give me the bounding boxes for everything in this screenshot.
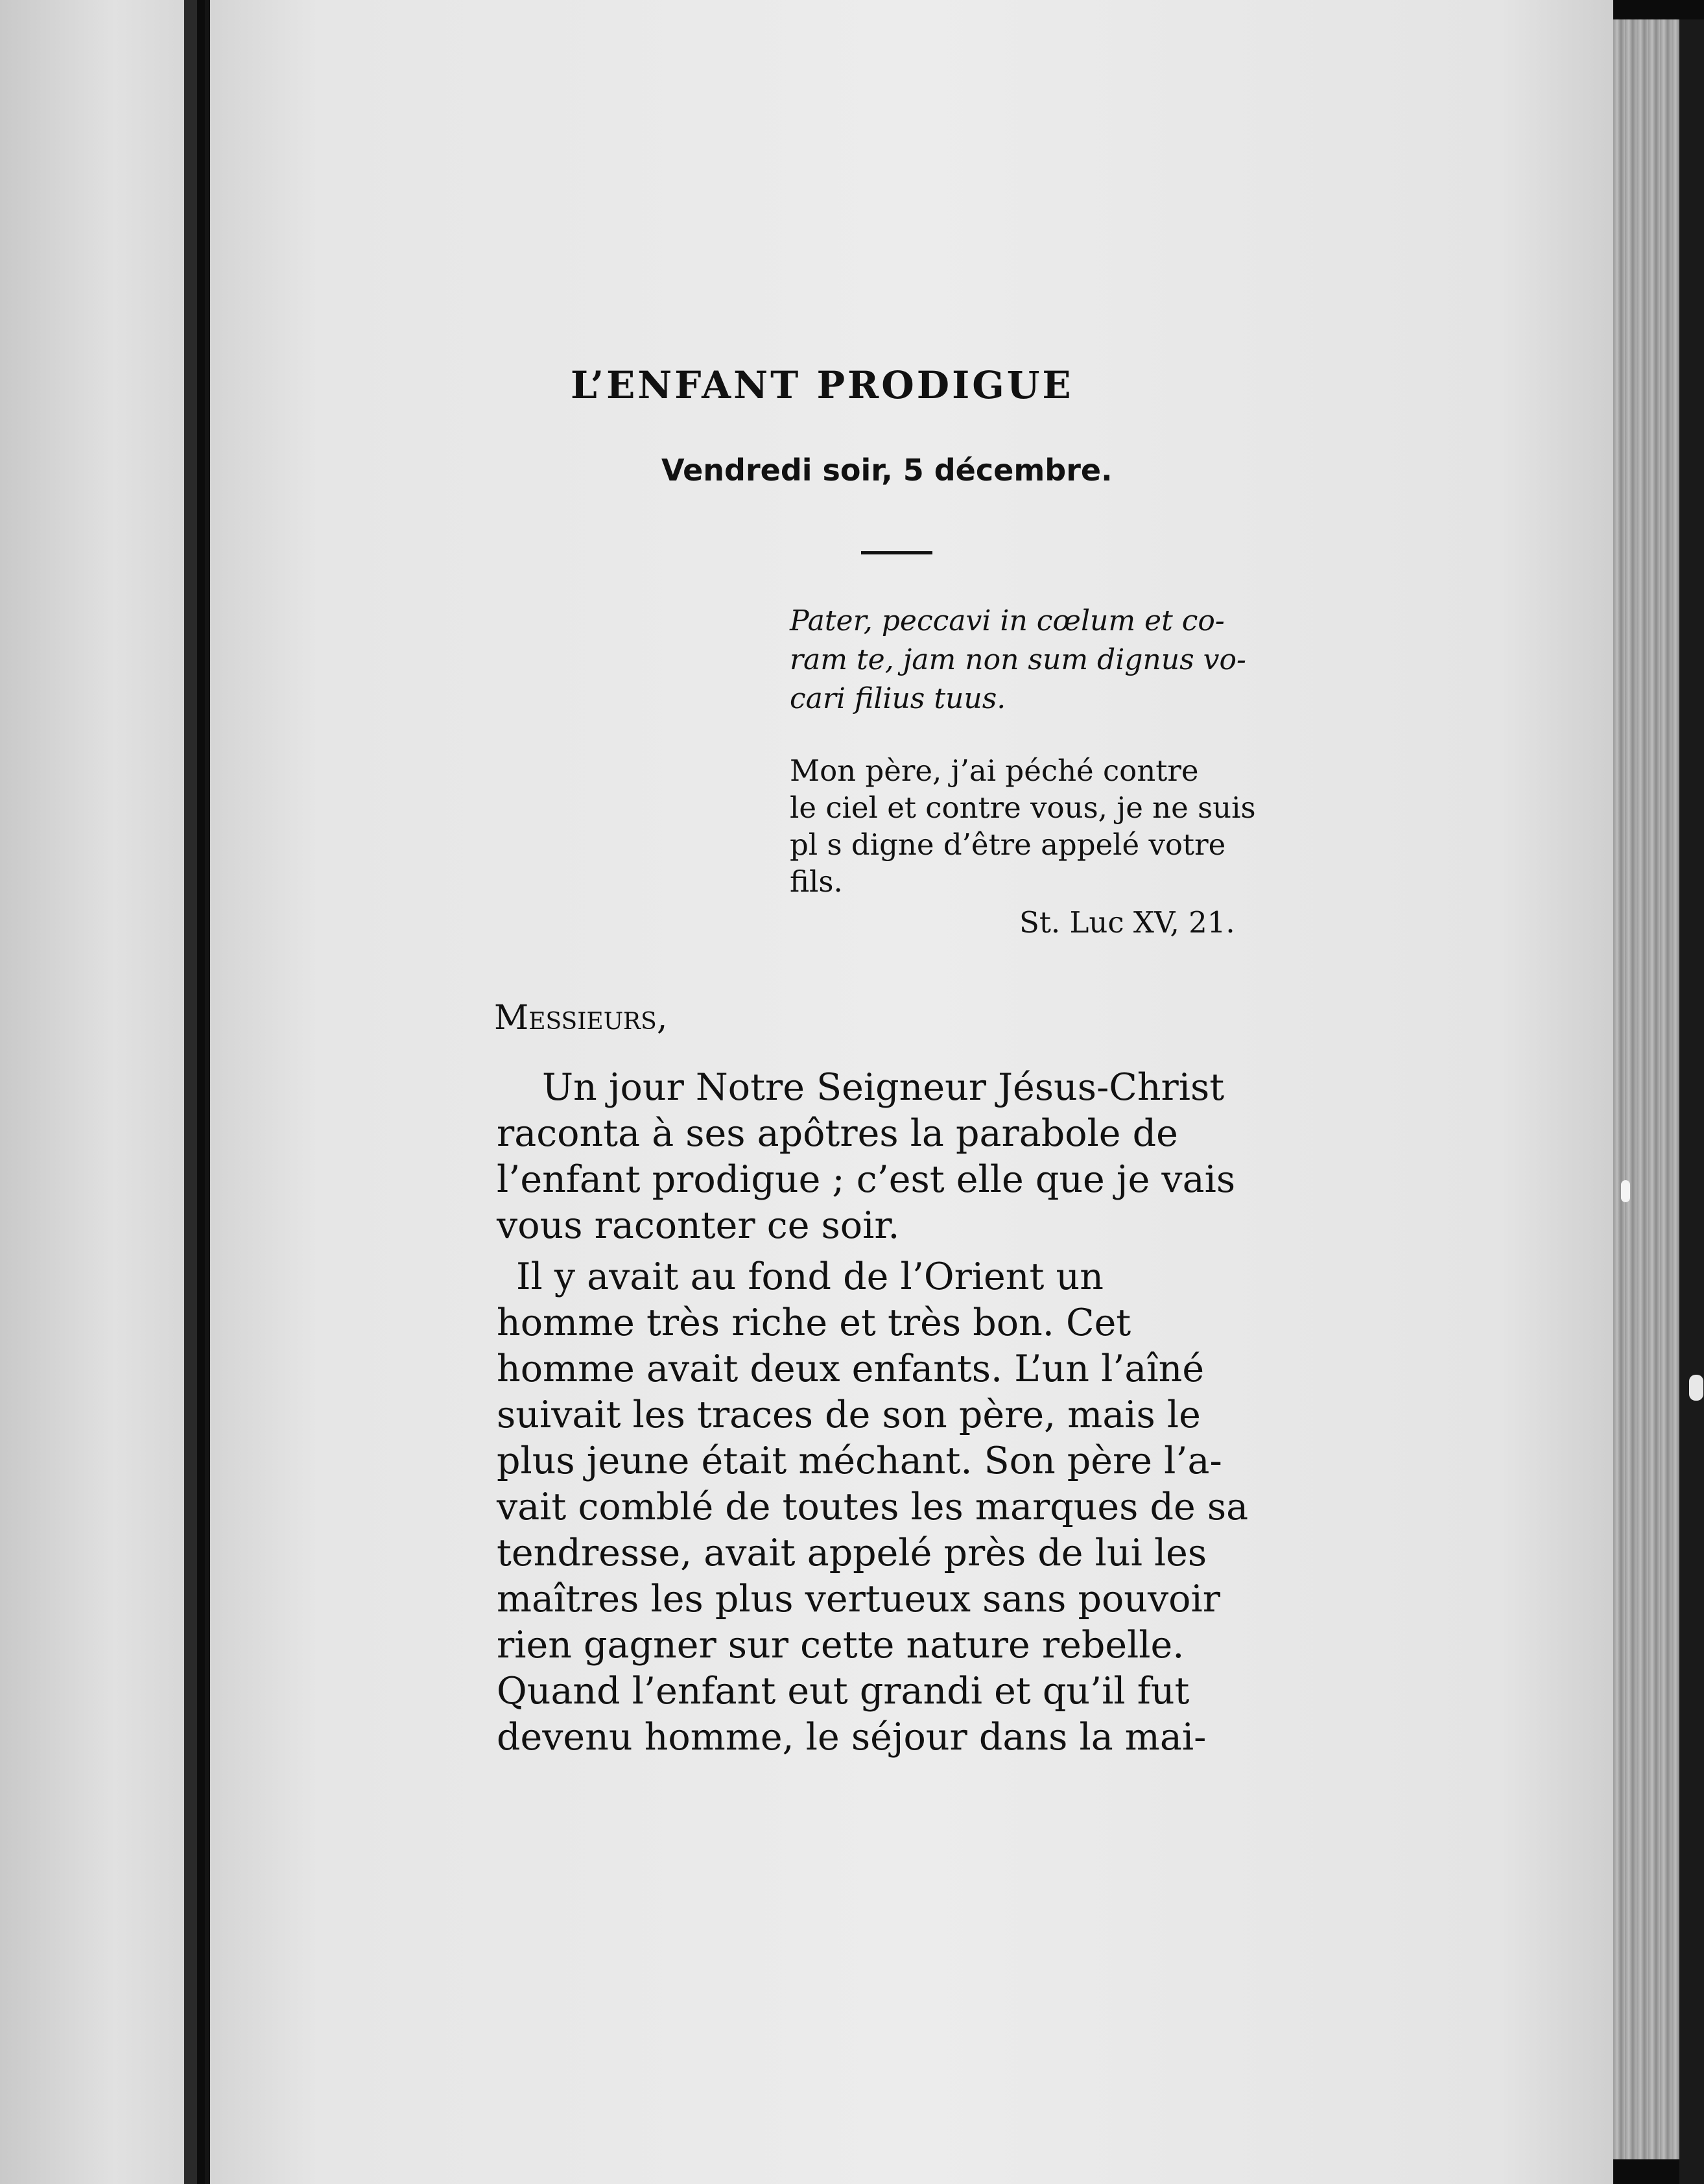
title-rule — [861, 551, 932, 554]
body-line: l’enfant prodigue ; c’est elle que je vais — [497, 1158, 1236, 1201]
paper-spot — [1621, 1180, 1630, 1202]
page-gutter — [205, 0, 210, 2184]
body-text — [497, 1065, 1366, 1761]
body-line: plus jeune était méchant. Son père l’a- — [497, 1440, 1222, 1482]
body-line: Quand l’enfant eut grandi et qu’il fut — [497, 1670, 1190, 1713]
epigraph-latin-line: ram te, jam non sum dignus vo- — [790, 643, 1246, 676]
epigraph-french — [790, 752, 1347, 900]
epigraph-latin-line: Pater, peccavi in cœlum et co- — [790, 604, 1225, 637]
body-line: tendresse, avait appelé près de lui les — [497, 1532, 1207, 1574]
body-line: homme très riche et très bon. Cet — [497, 1301, 1131, 1344]
scripture-reference: St. Luc XV, 21. — [1019, 905, 1235, 940]
epigraph-french-line: le ciel et contre vous, je ne suis — [790, 790, 1256, 825]
page-stack-edge — [1613, 19, 1685, 2159]
sermon-date: Vendredi soir, 5 décembre. — [661, 453, 1113, 488]
epigraph-french-line: Mon père, j’ai péché contre — [790, 754, 1199, 788]
body-line: Il y avait au fond de l’Orient un — [516, 1255, 1104, 1298]
epigraph-french-line: pl s digne d’être appelé votre — [790, 827, 1226, 862]
body-line: maîtres les plus vertueux sans pouvoir — [497, 1578, 1220, 1620]
body-line: suivait les traces de son père, mais le — [497, 1394, 1201, 1436]
chapter-title: L’ENFANT PRODIGUE — [571, 363, 1074, 407]
epigraph-latin — [790, 602, 1341, 718]
paper-spot — [1689, 1375, 1703, 1401]
scan-border — [1679, 19, 1704, 2184]
body-line: vous raconter ce soir. — [497, 1204, 900, 1247]
book-fold-edge — [184, 0, 197, 2184]
epigraph-french-line: fils. — [790, 864, 843, 899]
body-line: rien gagner sur cette nature rebelle. — [497, 1624, 1185, 1667]
body-line: devenu homme, le séjour dans la mai- — [497, 1716, 1207, 1759]
epigraph-latin-line: cari filius tuus. — [790, 682, 1006, 715]
body-line: raconta à ses apôtres la parabole de — [497, 1112, 1178, 1155]
body-line: Un jour Notre Seigneur Jésus-Christ — [542, 1066, 1225, 1109]
left-page-margin — [0, 0, 192, 2184]
salutation: Messieurs, — [494, 999, 668, 1038]
body-line: vait comblé de toutes les marques de sa — [497, 1486, 1249, 1528]
body-line: homme avait deux enfants. L’un l’aîné — [497, 1347, 1205, 1390]
